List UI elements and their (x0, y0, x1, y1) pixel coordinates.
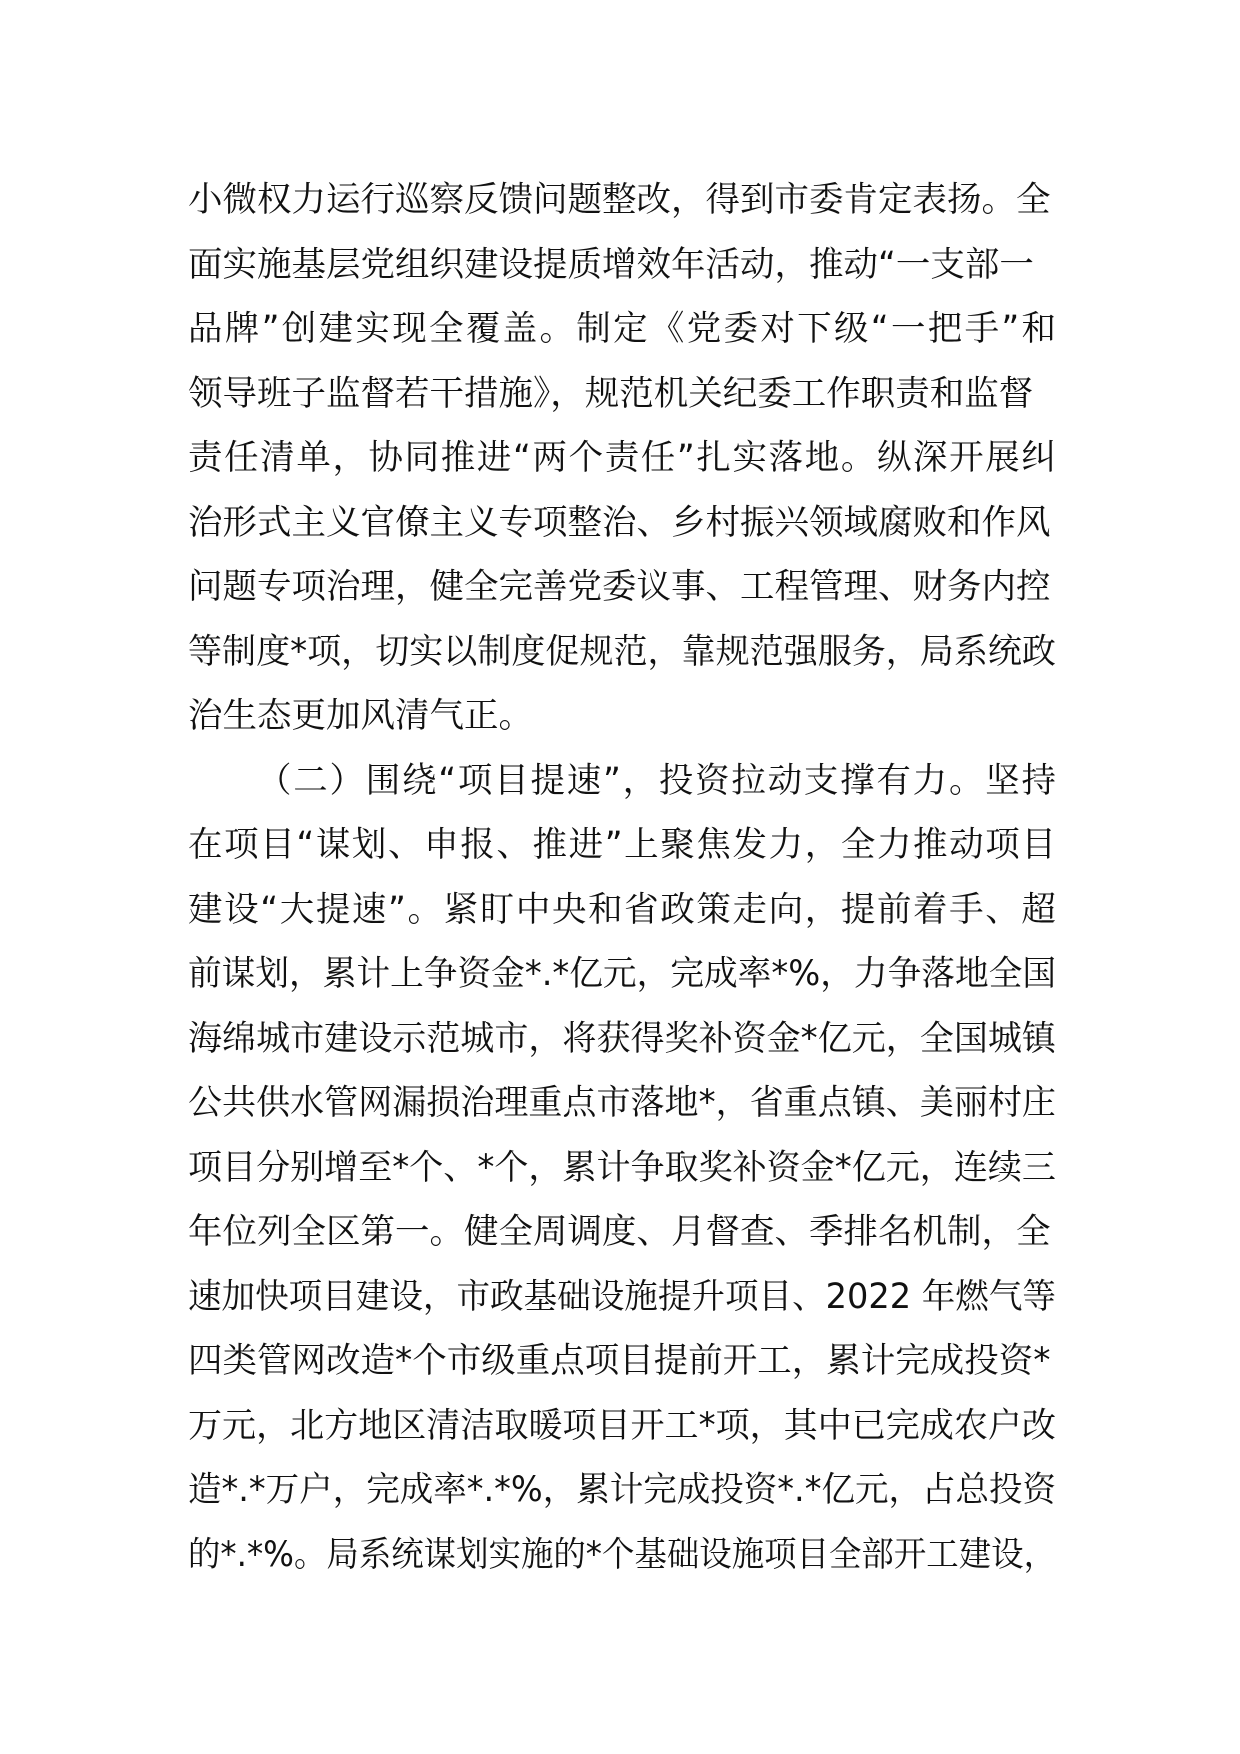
text-line: 治生态更加风清气正。 (188, 696, 533, 736)
text-line: 品牌”创建实现全覆盖。制定《党委对下级“一把手”和 (188, 309, 1059, 349)
text-line: 造*.*万户，完成率*.*%，累计完成投资*.*亿元，占总投资 (188, 1470, 1057, 1510)
text-line: 在项目“谋划、申报、推进”上聚焦发力，全力推动项目 (188, 825, 1058, 865)
document-body (188, 168, 1059, 1587)
paragraph-2 (188, 749, 1058, 1588)
text-line: 小微权力运行巡察反馈问题整改，得到市委肯定表扬。全 (188, 180, 1051, 220)
text-line: 海绵城市建设示范城市，将获得奖补资金*亿元，全国城镇 (188, 1018, 1056, 1059)
text-line: 责任清单，协同推进“两个责任”扎实落地。纵深开展纠 (188, 438, 1058, 478)
text-line: 等制度*项，切实以制度促规范，靠规范强服务，局系统政 (188, 631, 1056, 672)
text-line: 年位列全区第一。健全周调度、月督查、季排名机制，全 (188, 1212, 1051, 1252)
text-line: 项目分别增至*个、*个，累计争取奖补资金*亿元，连续三 (188, 1147, 1056, 1188)
text-line: 四类管网改造*个市级重点项目提前开工，累计完成投资* (188, 1341, 1051, 1381)
paragraph-1 (188, 168, 1059, 749)
text-line: 面实施基层党组织建设提质增效年活动，推动“一支部一 (188, 244, 1034, 285)
section-heading-line: （二）围绕“项目提速”，投资拉动支撑有力。坚持 (257, 760, 1058, 801)
text-line: 万元，北方地区清洁取暖项目开工*项，其中已完成农户改 (188, 1405, 1056, 1446)
text-line: 治形式主义官僚主义专项整治、乡村振兴领域腐败和作风 (188, 502, 1051, 543)
text-line: 公共供水管网漏损治理重点市落地*，省重点镇、美丽村庄 (188, 1083, 1056, 1123)
text-line: 速加快项目建设，市政基础设施提升项目、2022 年燃气等 (188, 1276, 1056, 1317)
text-line: 的*.*%。局系统谋划实施的*个基础设施项目全部开工建设， (188, 1534, 1056, 1575)
text-line: 问题专项治理，健全完善党委议事、工程管理、财务内控 (188, 567, 1051, 607)
text-line: 领导班子监督若干措施》，规范机关纪委工作职责和监督 (188, 373, 1034, 414)
text-line: 前谋划，累计上争资金*.*亿元，完成率*%，力争落地全国 (188, 954, 1057, 994)
text-line: 建设“大提速”。紧盯中央和省政策走向，提前着手、超 (188, 889, 1058, 930)
